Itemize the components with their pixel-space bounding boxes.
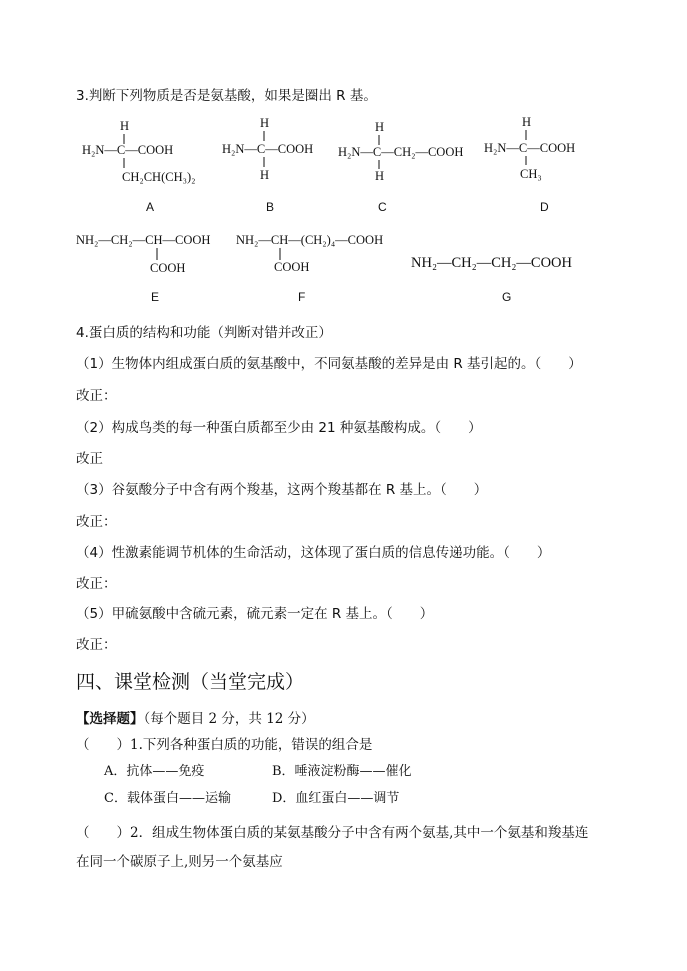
mc-header-rest: （每个题目 2 分，共 12 分）	[143, 711, 315, 727]
q4-fix-5: 改正：	[76, 637, 117, 653]
structure-d-main: H₂N—C—COOH	[484, 141, 576, 155]
structure-c-label: C	[378, 200, 387, 214]
section-heading: 四、课堂检测（当堂完成）	[76, 671, 305, 693]
structure-g-label: G	[502, 290, 512, 304]
q4-fix-1: 改正：	[76, 388, 117, 404]
structure-e-main: NH₂—CH₂—CH—COOH	[76, 233, 211, 247]
q4-item-2: （2）构成鸟类的每一种蛋白质都至少由 21 种氨基酸构成。（ ）	[76, 420, 482, 436]
structure-a-main: H₂N—C—COOH	[82, 143, 174, 157]
structure-d	[484, 115, 575, 214]
mc-q2-line1: （ ）2．组成生物体蛋白质的某氨基酸分子中含有两个氨基,其中一个氨基和羧基连	[76, 825, 589, 841]
structure-a-h: H	[120, 119, 130, 133]
mc-q1-stem: （ ）1.下列各种蛋白质的功能，错误的组合是	[76, 737, 373, 753]
structure-b-h-top: H	[260, 116, 270, 130]
structure-g	[411, 255, 573, 304]
mc-q1-option-d: D．血红蛋白——调节	[272, 791, 400, 806]
q4-item-1: （1）生物体内组成蛋白质的氨基酸中，不同氨基酸的差异是由 R 基引起的。（ ）	[76, 356, 582, 372]
mc-header	[76, 707, 315, 727]
structure-d-label: D	[540, 200, 549, 214]
structure-a-label: A	[146, 200, 155, 214]
q4-item-5: （5）甲硫氨酸中含硫元素，硫元素一定在 R 基上。（ ）	[76, 606, 434, 622]
structure-d-h: H	[522, 115, 532, 129]
mc-q2-line2: 在同一个碳原子上,则另一个氨基应	[76, 854, 283, 870]
q4-fix-4: 改正：	[76, 576, 117, 592]
structure-c	[338, 120, 463, 214]
mc-q1-option-a: A．抗体——免疫	[104, 764, 205, 779]
structure-b	[222, 116, 313, 214]
q4-title: 4.蛋白质的结构和功能（判断对错并改正）	[76, 325, 332, 341]
structure-c-main: H₂N—C—CH₂—COOH	[338, 145, 464, 159]
structure-a-r: CH₂CH(CH₃)₂	[122, 170, 196, 184]
structure-f-bottom: COOH	[274, 260, 310, 274]
structure-c-h-bottom: H	[375, 169, 385, 183]
q4-fix-2: 改正	[76, 451, 103, 467]
q4-item-4: （4）性激素能调节机体的生命活动，这体现了蛋白质的信息传递功能。（ ）	[76, 545, 551, 561]
structure-c-h-top: H	[375, 120, 385, 134]
structure-f	[236, 233, 383, 304]
q4-fix-3: 改正：	[76, 514, 117, 530]
structure-b-label: B	[266, 200, 275, 214]
structure-g-main: NH₂—CH₂—CH₂—COOH	[411, 255, 572, 271]
mc-q1-option-b: B．唾液淀粉酶——催化	[272, 764, 412, 779]
q4-item-3: （3）谷氨酸分子中含有两个羧基，这两个羧基都在 R 基上。（ ）	[76, 482, 488, 498]
q3-title: 3.判断下列物质是否是氨基酸，如果是圈出 R 基。	[76, 88, 377, 104]
structure-b-main: H₂N—C—COOH	[222, 142, 314, 156]
structure-f-main: NH₂—CH—(CH₂)₄—COOH	[236, 233, 384, 247]
structure-f-label: F	[298, 290, 306, 304]
structure-b-h-bottom: H	[260, 168, 270, 182]
mc-q1-option-c: C．载体蛋白——运输	[104, 791, 231, 806]
structure-d-r: CH₃	[520, 167, 542, 181]
structure-e-label: E	[151, 290, 160, 304]
structure-a	[82, 119, 196, 214]
structure-e-bottom: COOH	[150, 261, 186, 275]
mc-header-bold: 【选择题】	[76, 711, 144, 727]
structure-e	[76, 233, 210, 304]
amino-acid-structures	[0, 105, 687, 425]
